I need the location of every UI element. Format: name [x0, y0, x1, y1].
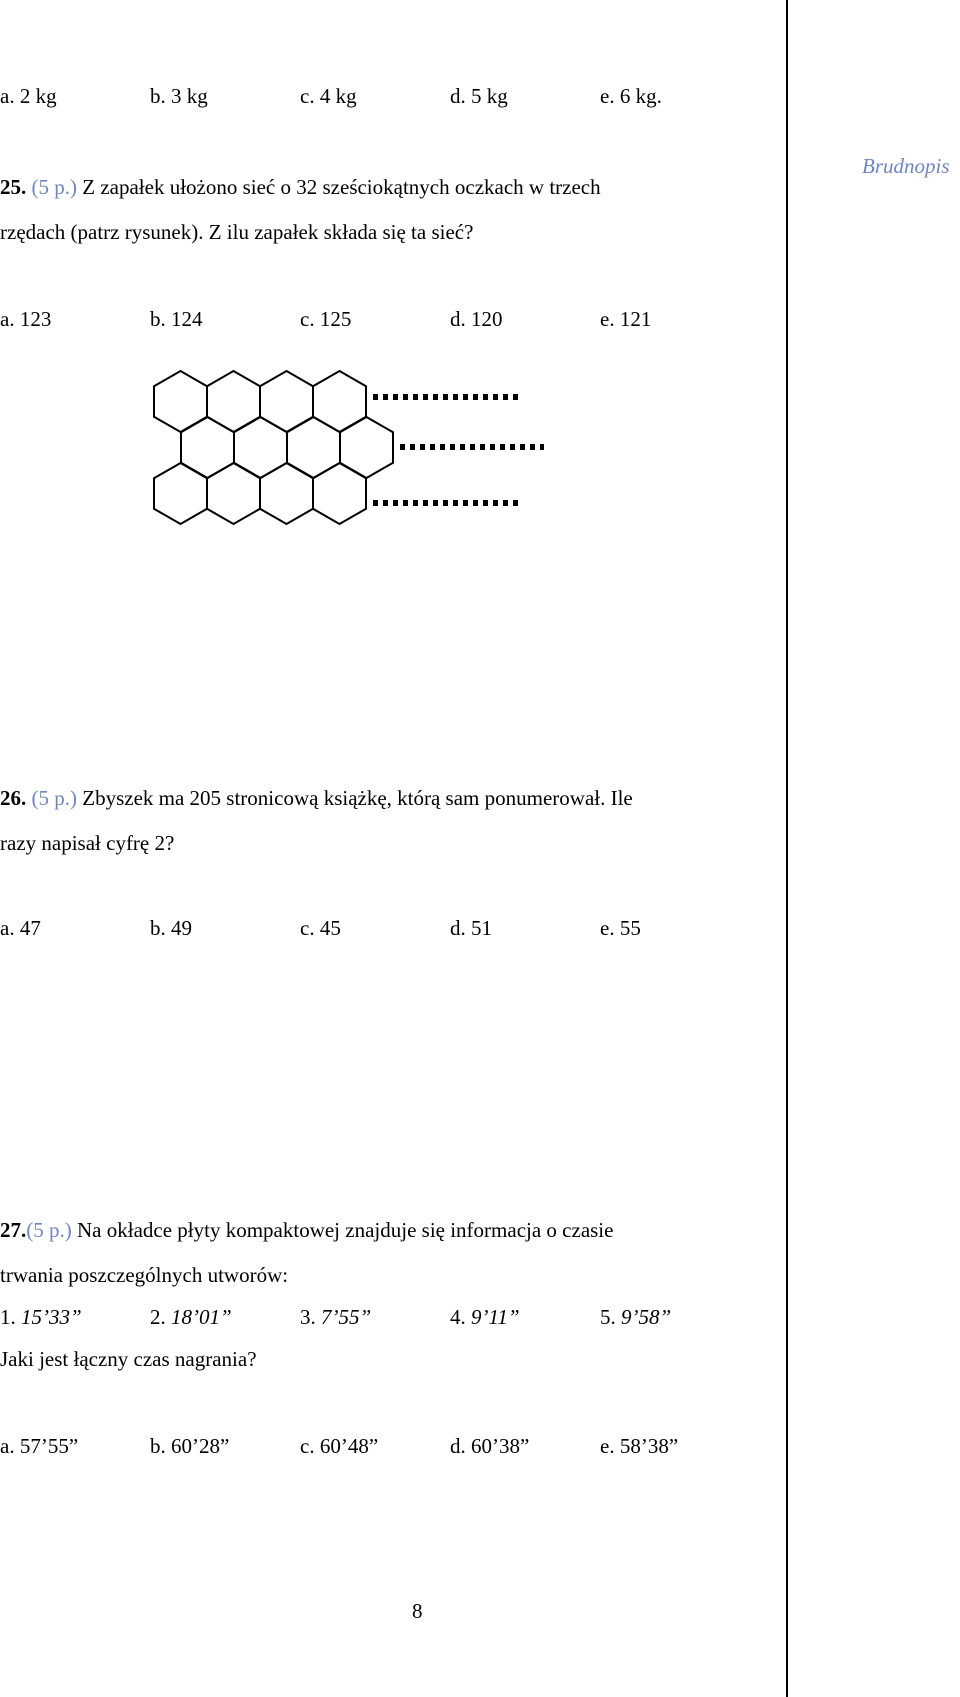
track-4-time: 9’11”	[471, 1305, 520, 1329]
prev-answer-e[interactable]: e. 6 kg.	[600, 84, 662, 108]
question-27-points: (5 p.)	[26, 1218, 72, 1242]
prev-answer-c[interactable]: c. 4 kg	[300, 84, 357, 108]
question-25-text-line2: rzędach (patrz rysunek). Z ilu zapałek składa się ta sieć?	[0, 220, 474, 244]
q26-answer-e[interactable]: e. 55	[600, 916, 641, 940]
track-1	[0, 1304, 82, 1330]
question-27-text-line1: Na okładce płyty kompaktowej znajduje się informacja o czasie	[77, 1218, 614, 1242]
question-25-number: 25.	[0, 175, 27, 199]
track-3-time: 7’55”	[321, 1305, 372, 1329]
question-26-line1	[0, 785, 633, 811]
draft-label: Brudnopis	[862, 154, 950, 178]
question-27-text-line2: trwania poszczególnych utworów:	[0, 1263, 289, 1287]
question-26-text-line1: Zbyszek ma 205 stronicową książkę, którą sam ponumerował. Ile	[82, 786, 633, 810]
track-1-index: 1.	[0, 1305, 16, 1329]
question-26-number: 26.	[0, 786, 27, 810]
q27-answer-b[interactable]: b. 60’28”	[150, 1434, 230, 1458]
question-26-points: (5 p.)	[31, 786, 77, 810]
question-27-number: 27.	[0, 1218, 27, 1242]
q27-answer-d[interactable]: d. 60’38”	[450, 1434, 530, 1458]
track-5-time: 9’58”	[621, 1305, 672, 1329]
track-2	[150, 1304, 232, 1330]
question-25-text-line1: Z zapałek ułożono sieć o 32 sześciokątnych oczkach w trzech	[82, 175, 601, 199]
q25-answer-a[interactable]: a. 123	[0, 307, 52, 331]
question-27-question: Jaki jest łączny czas nagrania?	[0, 1347, 257, 1371]
honeycomb-figure	[0, 0, 960, 560]
q26-answer-d[interactable]: d. 51	[450, 916, 492, 940]
track-5-index: 5.	[600, 1305, 616, 1329]
q26-answer-c[interactable]: c. 45	[300, 916, 341, 940]
question-25-points: (5 p.)	[31, 175, 77, 199]
prev-answer-b[interactable]: b. 3 kg	[150, 84, 208, 108]
q27-answer-e[interactable]: e. 58’38”	[600, 1434, 679, 1458]
track-1-time: 15’33”	[21, 1305, 82, 1329]
q25-answer-e[interactable]: e. 121	[600, 307, 652, 331]
page-number: 8	[412, 1599, 423, 1623]
q27-answer-c[interactable]: c. 60’48”	[300, 1434, 379, 1458]
track-2-index: 2.	[150, 1305, 166, 1329]
q26-answer-b[interactable]: b. 49	[150, 916, 192, 940]
q25-answer-d[interactable]: d. 120	[450, 307, 503, 331]
q25-answer-c[interactable]: c. 125	[300, 307, 352, 331]
prev-answer-d[interactable]: d. 5 kg	[450, 84, 508, 108]
track-4-index: 4.	[450, 1305, 466, 1329]
q25-answer-b[interactable]: b. 124	[150, 307, 203, 331]
question-27-line1	[0, 1217, 613, 1243]
track-5	[600, 1304, 671, 1330]
track-2-time: 18’01”	[171, 1305, 232, 1329]
question-26-text-line2: razy napisał cyfrę 2?	[0, 831, 175, 855]
track-3-index: 3.	[300, 1305, 316, 1329]
prev-answer-a[interactable]: a. 2 kg	[0, 84, 57, 108]
q26-answer-a[interactable]: a. 47	[0, 916, 41, 940]
q27-answer-a[interactable]: a. 57’55”	[0, 1434, 79, 1458]
track-4	[450, 1304, 520, 1330]
track-3	[300, 1304, 371, 1330]
